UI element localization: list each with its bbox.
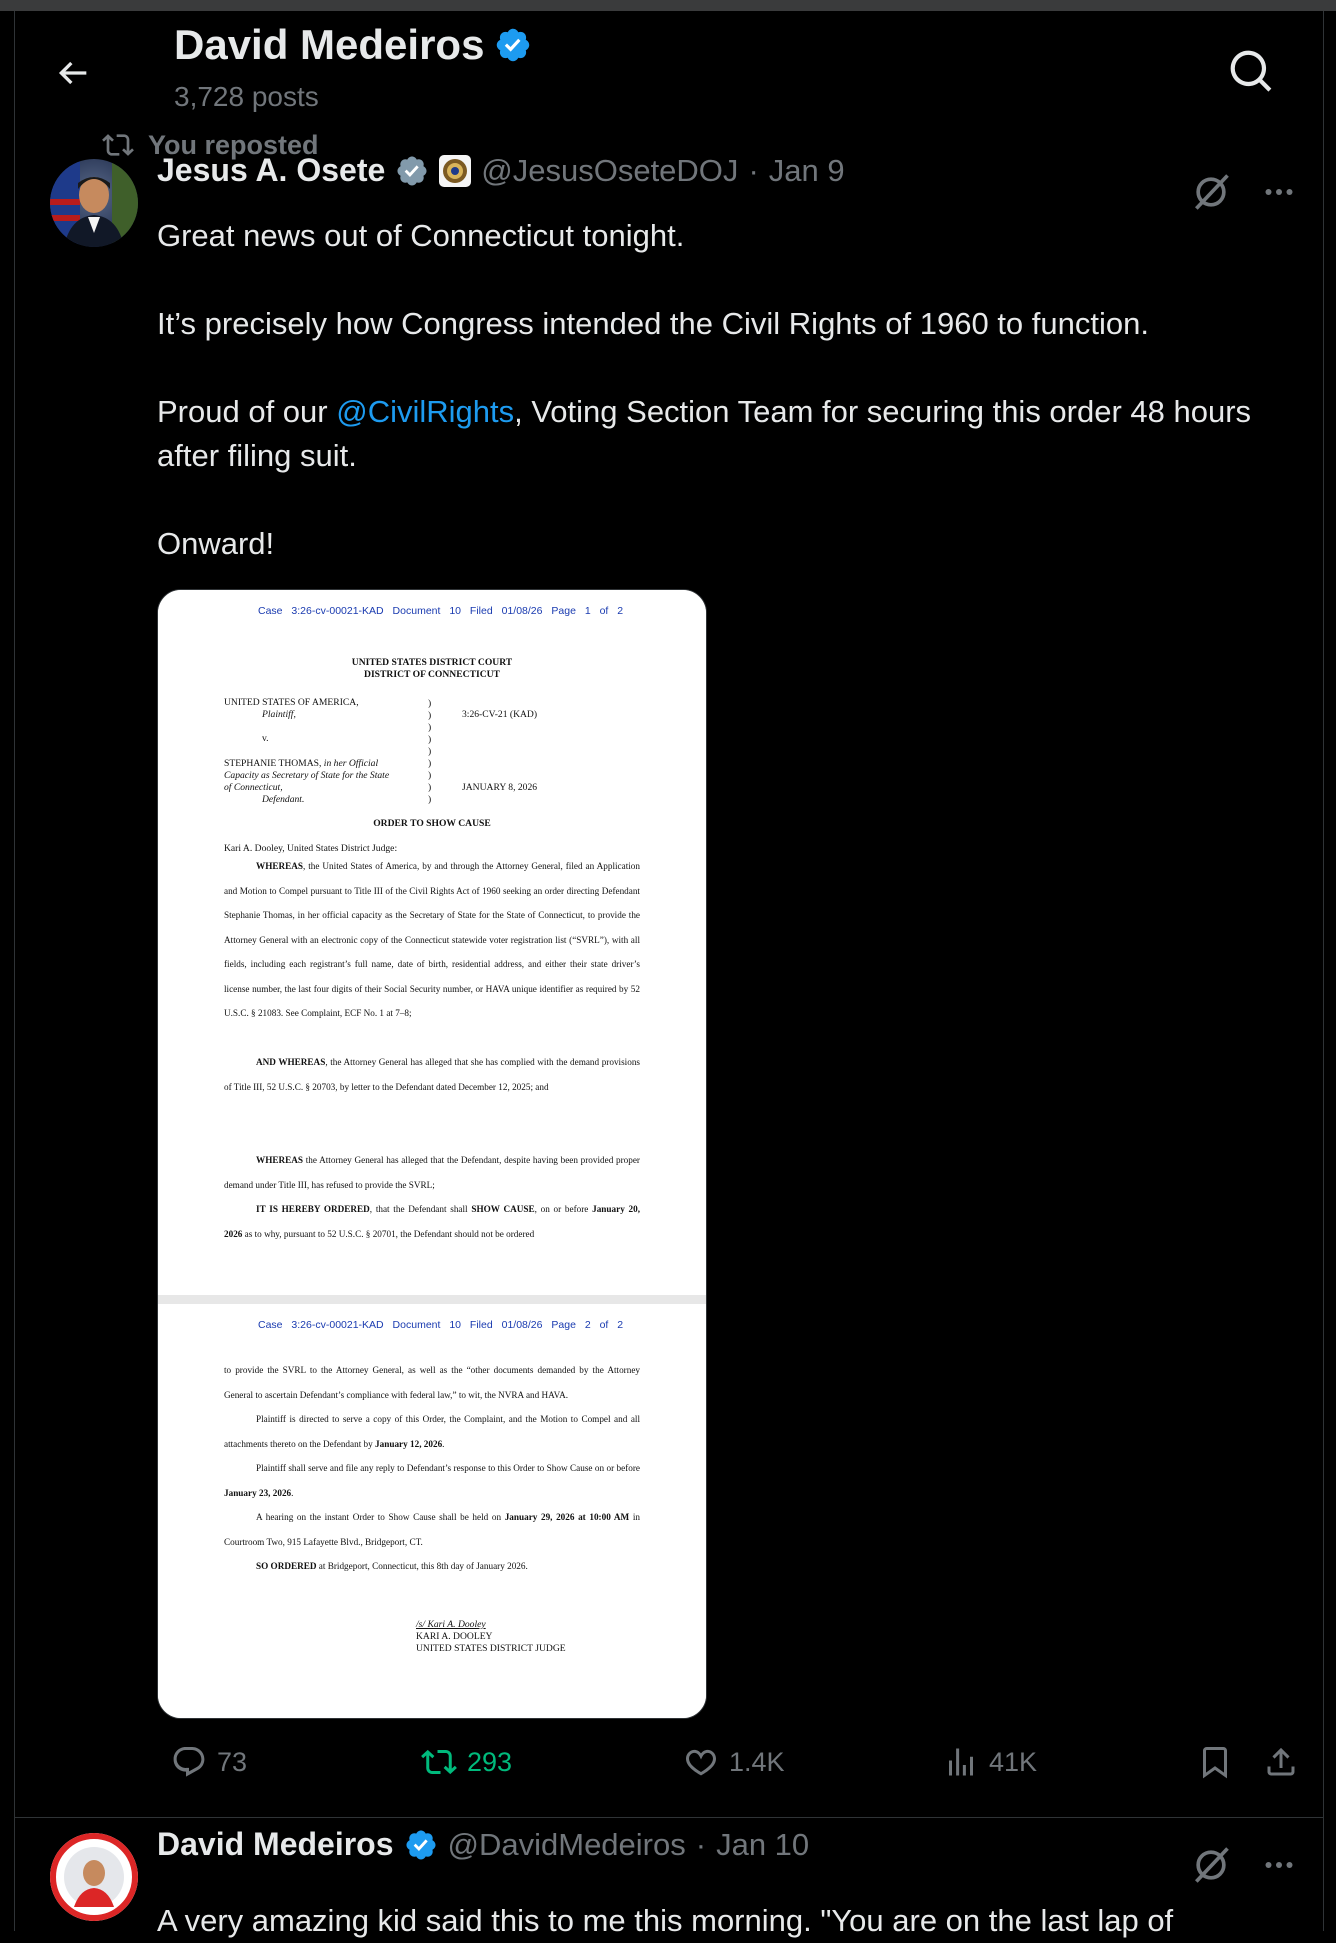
svg-text:): ) (428, 746, 432, 757)
svg-text:): ) (428, 770, 432, 781)
post-divider (15, 1817, 1323, 1818)
para-text: , that the Defendant shall (369, 1204, 472, 1214)
plaintiff-role: Plaintiff, (262, 709, 296, 720)
order-date: JANUARY 8, 2026 (462, 782, 538, 793)
tweet-media-image[interactable] (157, 589, 707, 1719)
svg-text:): ) (428, 710, 432, 721)
timeline-column (14, 11, 1324, 1938)
order-title: ORDER TO SHOW CAUSE (373, 818, 491, 829)
para-text: at Bridgeport, Connecticut, this 8th day of January 2026. (316, 1561, 528, 1571)
grok-button[interactable] (1189, 1843, 1233, 1887)
para-bold: January 23, 2026 (224, 1487, 292, 1498)
svg-text:): ) (428, 734, 432, 745)
views-count: 41K (989, 1746, 1038, 1777)
profile-name: David Medeiros (174, 21, 485, 68)
para-text: , the United States of America, by and through the Attorney General, filed an Application and Motion to Compel pursuant to Title III of the Civil Rights Act of 1960 seeking an order directing Defendant Stephanie Thomas, in her official capacity as the Secretary of State for the State of Connecticut, to provide the Attorney General with an electronic copy of the Connecticut statewide voter registration list (“SVRL”), with all fields, including each registrant’s full name, date of birth, residential address, and either their state driver’s license number, the last four digits of their Social Security number, or HAVA unique identifier as required by 52 U.S.C. § 21083. See Complaint, ECF No. 1 at 7–8; (224, 861, 640, 1018)
author-avatar[interactable] (50, 1833, 138, 1921)
defendant-role: Defendant. (262, 794, 305, 805)
para-bold: SHOW CAUSE (471, 1204, 535, 1214)
share-icon (1263, 1744, 1299, 1780)
para-lead: IT IS HEREBY ORDERED (256, 1204, 370, 1214)
para-bold: January 12, 2026 (375, 1438, 443, 1449)
tweet-text (157, 214, 1287, 566)
order-paragraph: to provide the SVRL to the Attorney General, as well as the “other documents demanded by the Attorney General to ascertain Defendant’s compliance with federal law,” to wit, the NVRA and HAVA. (224, 1365, 640, 1400)
views-chart-icon (943, 1744, 979, 1780)
svg-text:): ) (428, 722, 432, 733)
case-header: Case 3:26-cv-00021-KAD Document 10 Filed 01/08/26 Page 1 of 2 (258, 605, 624, 617)
like-button[interactable] (683, 1737, 785, 1787)
case-number: 3:26-CV-21 (KAD) (462, 709, 538, 720)
header-separator: · (695, 1826, 707, 1862)
repost-button[interactable] (421, 1737, 512, 1787)
para-bold: January 29, 2026 at 10:00 AM (504, 1512, 630, 1522)
more-dots-icon (1261, 1847, 1297, 1883)
text-fragment: , Voting Section Team for securing this order 48 hours after filing suit. (157, 394, 1252, 473)
document-page-1 (158, 590, 706, 1295)
window-top-strip (0, 0, 1336, 11)
mention-link[interactable]: @CivilRights (336, 394, 515, 429)
para-text: as to why, pursuant to 52 U.S.C. § 20701, the Defendant should not be ordered (242, 1228, 535, 1239)
more-dots-icon (1261, 174, 1297, 210)
order-paragraph: Plaintiff shall serve and file any reply to Defendant’s response to this Order to Show Cause on or before January 23, 2026. (224, 1463, 640, 1498)
author-name[interactable]: David Medeiros (157, 1826, 394, 1862)
court-name: UNITED STATES DISTRICT COURT (351, 657, 513, 668)
order-paragraph (224, 1197, 640, 1246)
case-header: Case 3:26-cv-00021-KAD Document 10 Filed 01/08/26 Page 2 of 2 (258, 1319, 624, 1331)
order-paragraph (224, 1148, 640, 1197)
defendant-desc: in her Official (323, 758, 379, 769)
tweet-text-line2: It’s precisely how Congress intended the Civil Rights of 1960 to function. (157, 306, 1149, 341)
author-name[interactable]: Jesus A. Osete (157, 152, 386, 188)
more-options-button[interactable] (1257, 1843, 1301, 1887)
page-separator (158, 1295, 706, 1304)
repost-count: 293 (467, 1746, 513, 1777)
caption-brackets (428, 697, 436, 807)
para-text: in Courtroom Two, 915 Lafayette Blvd., Bridgeport, CT. (224, 1512, 641, 1547)
tweet-action-bar (157, 1737, 1297, 1787)
para-text: A hearing on the instant Order to Show Cause shall be held on (256, 1512, 505, 1522)
para-text: , on or before (534, 1204, 593, 1214)
search-button[interactable] (1227, 47, 1277, 97)
author-handle[interactable]: @DavidMedeiros (447, 1826, 686, 1862)
tweet-text-line4: Onward! (157, 526, 275, 561)
tweet-text: A very amazing kid said this to me this morning. "You are on the last lap of (157, 1903, 1174, 1938)
author-handle[interactable]: @JesusOseteDOJ (481, 152, 739, 188)
heart-icon (683, 1744, 719, 1780)
para-text: , the Attorney General has alleged that she has complied with the demand provisions of Title III, 52 U.S.C. § 20703, by letter to the Defendant dated December 12, 2025; and (224, 1057, 640, 1092)
para-lead: WHEREAS (256, 861, 303, 871)
author-photo-icon (50, 159, 138, 247)
svg-text:): ) (428, 758, 432, 769)
share-button[interactable] (1263, 1737, 1299, 1787)
repost-icon (102, 129, 134, 161)
judge-intro: Kari A. Dooley, United States District Judge: (224, 843, 398, 854)
header-separator: · (748, 152, 759, 188)
author-photo-icon (50, 1833, 138, 1921)
para-text: Plaintiff is directed to serve a copy of this Order, the Complaint, and the Motion to Compel and all attachments thereto on the Defendant by (224, 1414, 640, 1449)
para-bold: January 20, 2026 (224, 1204, 640, 1239)
order-paragraph (224, 1554, 640, 1579)
reply-button[interactable] (171, 1737, 247, 1787)
document-page-2 (158, 1304, 706, 1718)
tweet-text-line3 (157, 390, 1287, 478)
tweet-date[interactable]: Jan 10 (716, 1826, 810, 1862)
para-text: the Attorney General has alleged that the Defendant, despite having been provided proper demand under Title III, has refused to provide the SVRL; (224, 1155, 640, 1190)
svg-text:): ) (428, 794, 432, 805)
verified-gray-badge-icon (395, 154, 429, 188)
back-button[interactable] (53, 53, 93, 93)
para-text: Plaintiff shall serve and file any reply to Defendant’s response to this Order to Show Cause on or before (256, 1463, 640, 1473)
tweet-header (157, 152, 845, 189)
signature-name: KARI A. DOOLEY (416, 1631, 493, 1642)
reposted-label: You reposted (148, 129, 319, 160)
search-icon (1227, 47, 1277, 97)
grok-button[interactable] (1189, 170, 1233, 214)
tweet-header (157, 1826, 809, 1863)
defendant-line (224, 758, 378, 770)
affiliation-seal-icon[interactable] (439, 155, 471, 187)
reply-icon (171, 1744, 207, 1780)
defendant-name: STEPHANIE THOMAS, (224, 758, 322, 769)
order-paragraph (224, 1505, 640, 1554)
profile-header (15, 11, 1323, 124)
plaintiff-name: UNITED STATES OF AMERICA, (224, 697, 359, 708)
versus: v. (262, 733, 269, 744)
profile-title (174, 21, 532, 69)
para-lead: AND WHEREAS (256, 1057, 326, 1067)
para-lead: WHEREAS (256, 1155, 303, 1165)
signature-line: /s/ Kari A. Dooley (416, 1619, 486, 1630)
grok-icon (1189, 170, 1233, 214)
more-options-button[interactable] (1257, 170, 1301, 214)
court-district: DISTRICT OF CONNECTICUT (364, 669, 500, 680)
text-fragment: Proud of our (157, 394, 337, 429)
bookmark-button[interactable] (1197, 1737, 1233, 1787)
arrow-left-icon (53, 53, 93, 93)
like-count: 1.4K (729, 1746, 785, 1777)
signature-title: UNITED STATES DISTRICT JUDGE (416, 1643, 566, 1654)
tweet-date[interactable]: Jan 9 (768, 152, 845, 188)
bookmark-icon (1197, 1744, 1233, 1780)
svg-text:): ) (428, 698, 432, 709)
para-lead: SO ORDERED (256, 1561, 317, 1571)
defendant-desc3: of Connecticut, (224, 782, 283, 793)
posts-count: 3,728 posts (174, 81, 319, 112)
verified-badge-icon (404, 1828, 438, 1862)
tweet-text-line1: Great news out of Connecticut tonight. (157, 218, 685, 253)
author-avatar[interactable] (50, 159, 138, 247)
order-paragraph (224, 1050, 640, 1099)
svg-text:): ) (428, 782, 432, 793)
defendant-desc2: Capacity as Secretary of State for the State (224, 770, 390, 781)
order-paragraph: Plaintiff is directed to serve a copy of this Order, the Complaint, and the Motion to Compel and all attachments thereto on the Defendant by January 12, 2026. (224, 1414, 640, 1449)
verified-badge-icon (494, 26, 532, 64)
grok-icon (1189, 1843, 1233, 1887)
repost-active-icon (421, 1744, 457, 1780)
views-button[interactable] (943, 1737, 1037, 1787)
order-paragraph (224, 854, 640, 1026)
reply-count: 73 (217, 1746, 248, 1777)
